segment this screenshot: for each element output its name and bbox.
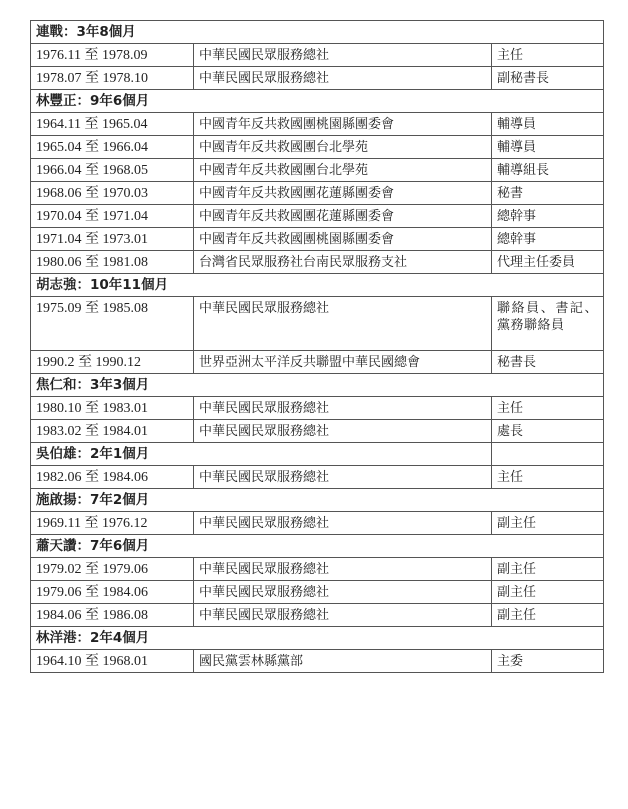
period-cell: 1968.06 至 1970.03 [31,182,194,205]
person-header-row [31,627,604,650]
career-table-body [31,21,604,673]
person-header-row [31,21,604,44]
position-cell: 副主任 [492,581,604,604]
period-cell: 1978.07 至 1978.10 [31,67,194,90]
period-cell: 1979.02 至 1979.06 [31,558,194,581]
table-row [31,558,604,581]
table-row [31,251,604,274]
position-cell: 主任 [492,397,604,420]
organization-cell: 國民黨雲林縣黨部 [194,650,492,673]
table-row [31,205,604,228]
person-header-row [31,374,604,397]
table-row [31,420,604,443]
table-row [31,466,604,489]
table-row [31,604,604,627]
person-header-row [31,443,604,466]
person-header: 焦仁和：3年3個月 [31,374,604,397]
position-cell: 主委 [492,650,604,673]
organization-cell: 中華民國民眾服務總社 [194,604,492,627]
organization-cell: 中華民國民眾服務總社 [194,397,492,420]
organization-cell: 中國青年反共救國團花蓮縣團委會 [194,205,492,228]
person-header: 吳伯雄：2年1個月 [31,443,492,466]
organization-cell: 中華民國民眾服務總社 [194,558,492,581]
table-row [31,297,604,351]
career-table-document [30,20,603,673]
period-cell: 1990.2 至 1990.12 [31,351,194,374]
period-cell: 1971.04 至 1973.01 [31,228,194,251]
organization-cell: 世界亞洲太平洋反共聯盟中華民國總會 [194,351,492,374]
position-cell: 副秘書長 [492,67,604,90]
position-cell: 聯絡員、書記、黨務聯絡員 [492,297,604,351]
period-cell: 1970.04 至 1971.04 [31,205,194,228]
organization-cell: 中國青年反共救國團台北學苑 [194,136,492,159]
person-header: 蕭天讚：7年6個月 [31,535,604,558]
table-row [31,44,604,67]
position-cell: 代理主任委員 [492,251,604,274]
table-row [31,113,604,136]
position-cell: 輔導員 [492,136,604,159]
career-table [30,20,604,673]
organization-cell: 中華民國民眾服務總社 [194,466,492,489]
person-header: 林豐正：9年6個月 [31,90,604,113]
period-cell: 1964.11 至 1965.04 [31,113,194,136]
period-cell: 1983.02 至 1984.01 [31,420,194,443]
position-cell: 秘書 [492,182,604,205]
organization-cell: 中國青年反共救國團桃園縣團委會 [194,113,492,136]
person-header-row [31,489,604,512]
period-cell: 1969.11 至 1976.12 [31,512,194,535]
table-row [31,397,604,420]
organization-cell: 中華民國民眾服務總社 [194,44,492,67]
table-row [31,650,604,673]
period-cell: 1975.09 至 1985.08 [31,297,194,351]
table-row [31,228,604,251]
period-cell: 1980.06 至 1981.08 [31,251,194,274]
organization-cell: 台灣省民眾服務社台南民眾服務支社 [194,251,492,274]
table-row [31,351,604,374]
person-header-row [31,90,604,113]
person-header: 連戰：3年8個月 [31,21,604,44]
organization-cell: 中華民國民眾服務總社 [194,67,492,90]
table-row [31,182,604,205]
period-cell: 1980.10 至 1983.01 [31,397,194,420]
period-cell: 1966.04 至 1968.05 [31,159,194,182]
table-row [31,581,604,604]
table-row [31,136,604,159]
position-cell: 總幹事 [492,205,604,228]
position-cell: 主任 [492,466,604,489]
organization-cell: 中國青年反共救國團桃園縣團委會 [194,228,492,251]
position-cell: 處長 [492,420,604,443]
table-row [31,67,604,90]
table-row [31,159,604,182]
person-header: 施啟揚：7年2個月 [31,489,604,512]
organization-cell: 中華民國民眾服務總社 [194,420,492,443]
organization-cell: 中國青年反共救國團花蓮縣團委會 [194,182,492,205]
person-header-row [31,535,604,558]
position-cell: 秘書長 [492,351,604,374]
period-cell: 1982.06 至 1984.06 [31,466,194,489]
period-cell: 1964.10 至 1968.01 [31,650,194,673]
table-row [31,512,604,535]
organization-cell: 中華民國民眾服務總社 [194,512,492,535]
organization-cell: 中華民國民眾服務總社 [194,297,492,351]
organization-cell: 中國青年反共救國團台北學苑 [194,159,492,182]
person-header: 胡志強：10年11個月 [31,274,604,297]
period-cell: 1965.04 至 1966.04 [31,136,194,159]
person-header: 林洋港：2年4個月 [31,627,604,650]
person-header-row [31,274,604,297]
position-cell: 副主任 [492,512,604,535]
period-cell: 1979.06 至 1984.06 [31,581,194,604]
position-cell: 副主任 [492,604,604,627]
position-cell: 副主任 [492,558,604,581]
position-cell: 輔導組長 [492,159,604,182]
position-cell: 輔導員 [492,113,604,136]
organization-cell: 中華民國民眾服務總社 [194,581,492,604]
period-cell: 1976.11 至 1978.09 [31,44,194,67]
empty-cell [492,443,604,466]
position-cell: 總幹事 [492,228,604,251]
period-cell: 1984.06 至 1986.08 [31,604,194,627]
position-cell: 主任 [492,44,604,67]
